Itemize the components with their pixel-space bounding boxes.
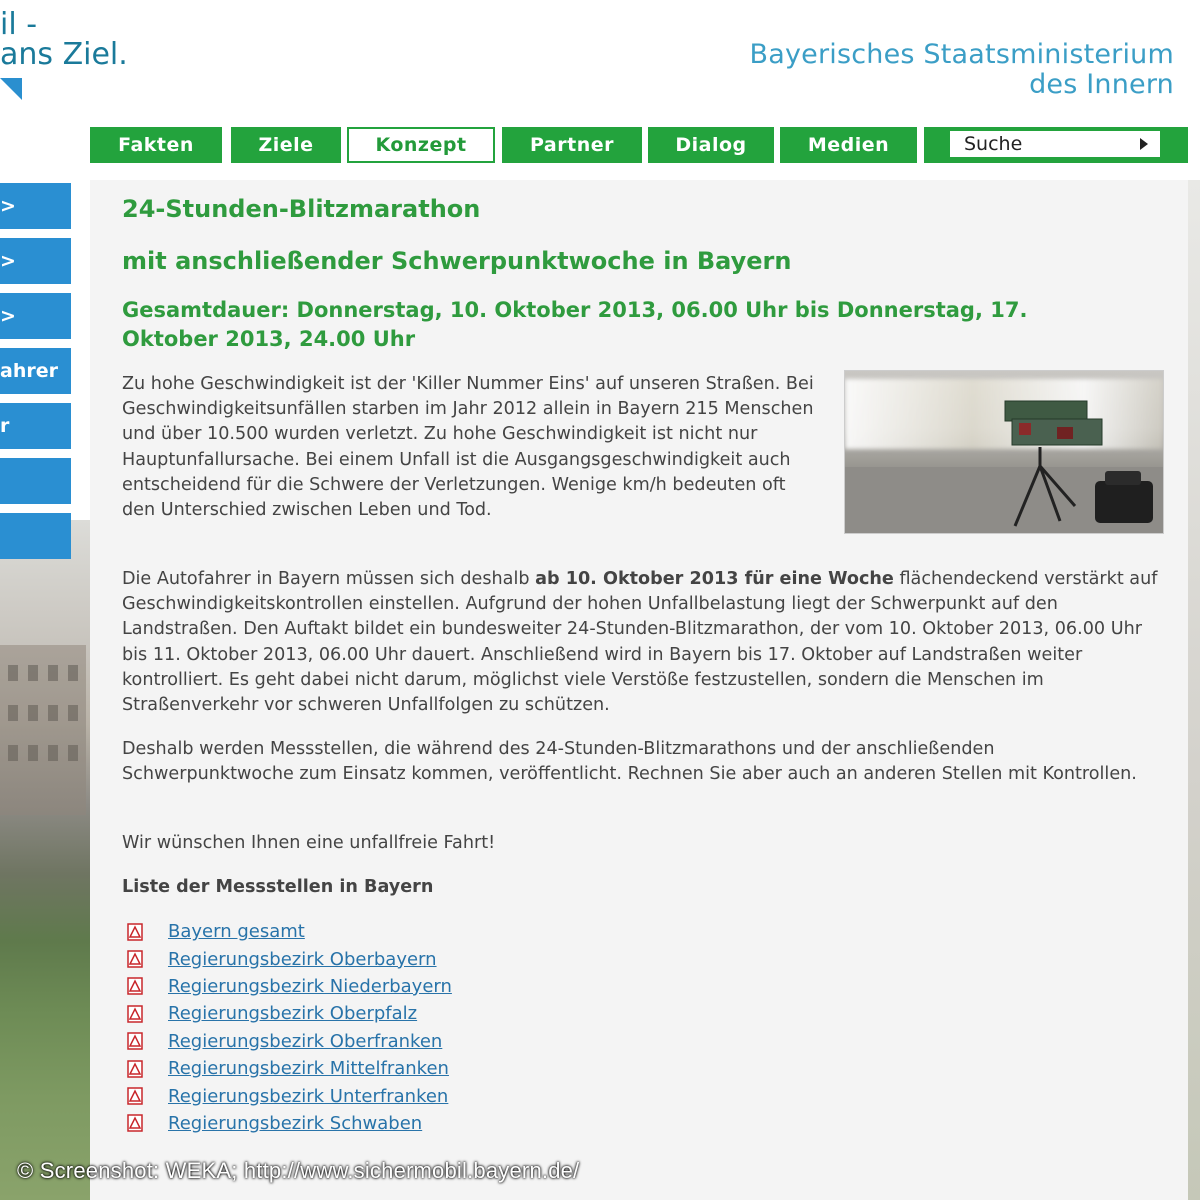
link-bayern-gesamt[interactable]: Bayern gesamt: [168, 921, 305, 943]
logo-text-line2: ans Ziel.: [0, 37, 128, 72]
nav-tab-partner[interactable]: Partner: [502, 127, 642, 163]
speed-camera-icon: [845, 371, 1163, 533]
pdf-icon: [126, 1032, 144, 1050]
link-oberbayern[interactable]: Regierungsbezirk Oberbayern: [168, 948, 437, 970]
site-logo[interactable]: [0, 0, 140, 110]
link-mittelfranken[interactable]: Regierungsbezirk Mittelfranken: [168, 1058, 449, 1080]
list-item: [126, 973, 452, 1000]
pdf-icon: [126, 950, 144, 968]
paragraph-campaign-bold: ab 10. Oktober 2013 für eine Woche: [535, 569, 894, 589]
sidebar-item-3[interactable]: >: [0, 293, 71, 339]
paragraph-measuring-points: Deshalb werden Messstellen, die während des 24-Stunden-Blitzmarathons und der anschließenden Schwerpunktwoche zum Einsatz kommen, veröffentlicht. Rechnen Sie aber auch an anderen Stellen mit Kontrollen.: [122, 739, 1137, 785]
paragraph-wish: Wir wünschen Ihnen eine unfallfreie Fahrt!: [122, 833, 496, 853]
screenshot-credit: © Screenshot: WEKA; http://www.sichermobil.bayern.de/: [17, 1158, 580, 1183]
background-photo: [0, 520, 90, 1200]
nav-tab-dialog[interactable]: Dialog: [648, 127, 774, 163]
link-oberfranken[interactable]: Regierungsbezirk Oberfranken: [168, 1030, 443, 1052]
list-item: [126, 945, 452, 972]
sidebar-item-2[interactable]: >: [0, 238, 71, 284]
pdf-icon: [126, 1114, 144, 1132]
search-input[interactable]: [950, 131, 1160, 157]
list-item: [126, 1110, 452, 1137]
sidebar-menu: [0, 183, 71, 568]
link-oberpfalz[interactable]: Regierungsbezirk Oberpfalz: [168, 1003, 418, 1025]
list-item: [126, 1000, 452, 1027]
logo-text-line1: il -: [0, 7, 38, 42]
sidebar-item-6[interactable]: [0, 458, 71, 504]
link-unterfranken[interactable]: Regierungsbezirk Unterfranken: [168, 1085, 449, 1107]
search-label: Suche: [964, 133, 1023, 155]
link-schwaben[interactable]: Regierungsbezirk Schwaben: [168, 1112, 423, 1134]
paragraph-intro: Zu hohe Geschwindigkeit ist der 'Killer Nummer Eins' auf unseren Straßen. Bei Geschwindigkeitsunfällen starben im Jahr 2012 allein in Bayern 215 Menschen und über 10.500 wurden verletzt. Zu hohe Geschwindigkeit ist nicht nur Hauptunfallursache. Bei einem Unfall ist die Ausgangsgeschwindigkeit auch entscheidend für die Schwere der Verletzungen. Wenige km/h bedeuten oft den Unterschied zwischen Leben und Tod.: [122, 374, 814, 521]
pdf-icon: [126, 1087, 144, 1105]
paragraph-campaign-part2: flächendeckend verstärkt auf Geschwindigkeitskontrollen einstellen. Aufgrund der hohen Unfallbelastung liegt der Schwerpunkt auf den Landstraßen. Den Auftakt bildet ein bundesweiter 24-Stunden-Blitzmarathon, der vom 10. Oktober 2013, 06.00 Uhr bis 11. Oktober 2013, 06.00 Uhr dauert. Anschließend wird in Bayern bis 17. Oktober auf Landstraßen weiter kontrolliert. Es geht dabei nicht darum, möglichst viele Verstöße festzustellen, sondern die Menschen im Straßenverkehr vor schweren Unfallfolgen zu schützen.: [122, 569, 1158, 716]
search-arrow-icon[interactable]: [1140, 138, 1148, 150]
sidebar-item-5[interactable]: r: [0, 403, 71, 449]
measuring-points-list: [126, 918, 452, 1137]
main-nav: [90, 127, 1188, 165]
link-niederbayern[interactable]: Regierungsbezirk Niederbayern: [168, 975, 452, 997]
ministry-name-line2: des Innern: [1029, 69, 1174, 100]
ministry-logo[interactable]: [749, 40, 1174, 100]
pdf-icon: [126, 977, 144, 995]
background-building: [0, 645, 86, 815]
pdf-icon: [126, 1060, 144, 1078]
sidebar-item-4[interactable]: ahrer: [0, 348, 71, 394]
list-item: [126, 1055, 452, 1082]
main-content: [90, 180, 1188, 1200]
ministry-name-line1: Bayerisches Staatsministerium: [749, 39, 1174, 70]
nav-tab-ziele[interactable]: Ziele: [231, 127, 341, 163]
list-item: [126, 1028, 452, 1055]
speed-camera-photo: [844, 370, 1164, 534]
page-subtitle: mit anschließender Schwerpunktwoche in Bayern: [122, 247, 792, 275]
logo-mark-icon: [0, 78, 22, 100]
nav-tab-medien[interactable]: Medien: [780, 127, 917, 163]
list-item: [126, 1082, 452, 1109]
nav-tab-fakten[interactable]: Fakten: [90, 127, 222, 163]
pdf-icon: [126, 1005, 144, 1023]
measuring-points-list-title: Liste der Messstellen in Bayern: [122, 877, 434, 897]
pdf-icon: [126, 923, 144, 941]
background-right-strip: [1188, 180, 1200, 1200]
sidebar-item-1[interactable]: >: [0, 183, 71, 229]
page-title: 24-Stunden-Blitzmarathon: [122, 195, 481, 223]
search-box: [924, 127, 1188, 163]
sidebar-item-7[interactable]: [0, 513, 71, 559]
nav-tab-konzept[interactable]: Konzept: [347, 127, 495, 163]
paragraph-campaign-part1: Die Autofahrer in Bayern müssen sich deshalb: [122, 569, 536, 589]
duration-heading: Gesamtdauer: Donnerstag, 10. Oktober 2013, 06.00 Uhr bis Donnerstag, 17. Oktober 2013, 24.00 Uhr: [122, 298, 1028, 351]
paragraph-campaign: [122, 567, 1162, 718]
list-item: [126, 918, 452, 945]
